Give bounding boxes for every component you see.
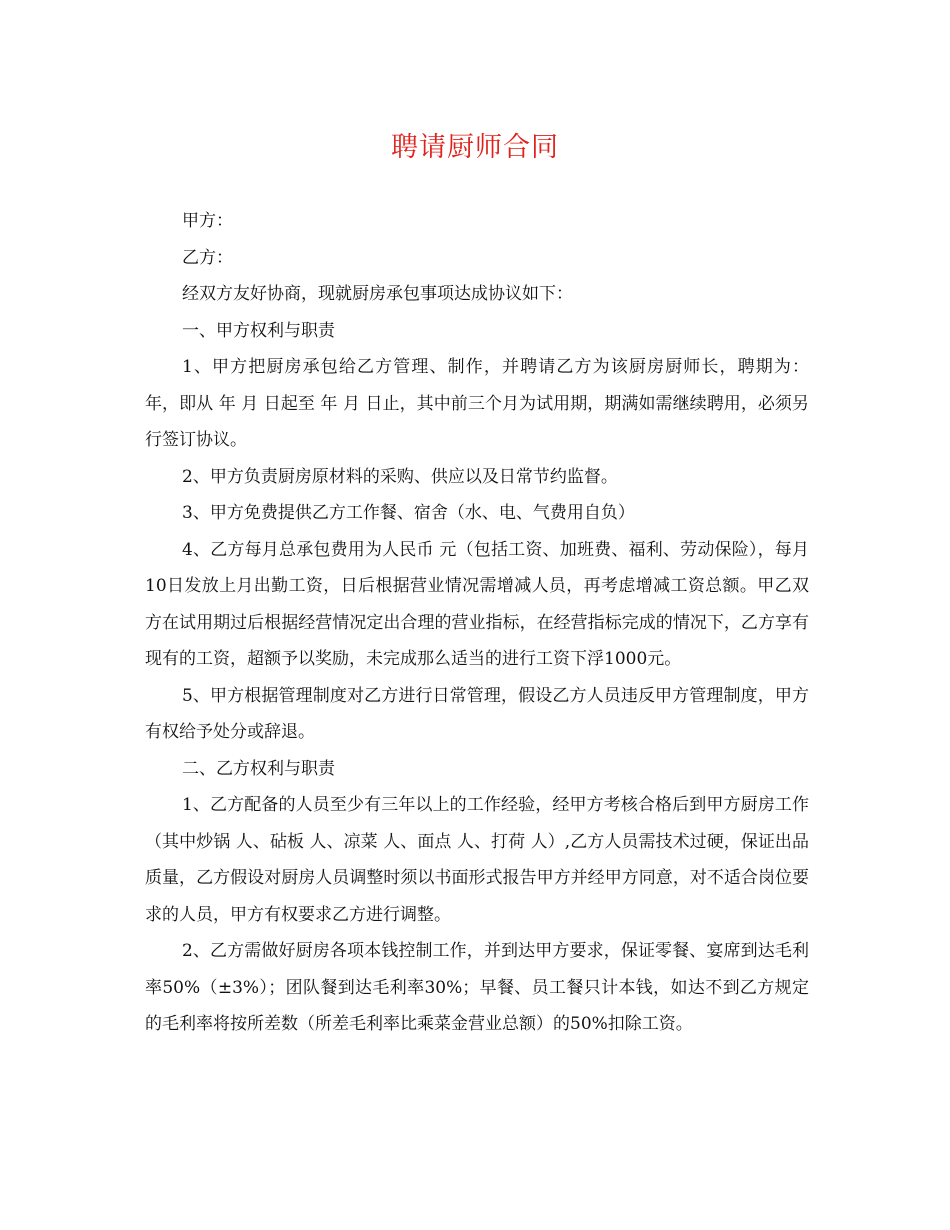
- clause-a4: 4、乙方每月总承包费用为人民币 元（包括工资、加班费、福利、劳动保险），每月10日发放上月出勤工资，日后根据营业情况需增减人员，再考虑增减工资总额。甲乙双方在试用期过后根据经营情况定出合理的营业指标，在经营指标完成的情况下，乙方享有现有的工资，超额予以奖励，未完成那么适当的进行工资下浮1000元。: [145, 539, 809, 669]
- clause-a2: 2、甲方负责厨房原材料的采购、供应以及日常节约监督。: [182, 466, 618, 487]
- clause-a5: 5、甲方根据管理制度对乙方进行日常管理，假设乙方人员违反甲方管理制度，甲方有权给予处分或辞退。: [145, 685, 809, 742]
- clause-a3: 3、甲方免费提供乙方工作餐、宿舍（水、电、气费用自负）: [182, 503, 635, 523]
- clause-b1: 1、乙方配备的人员至少有三年以上的工作经验，经甲方考核合格后到甲方厨房工作（其中炒锅 人、砧板 人、凉菜 人、面点 人、打荷 人）,乙方人员需技术过硬，保证出品质量，乙方假设对厨房人员调整时须以书面形式报告甲方并经甲方同意，对不适合岗位要求的人员，甲方有权要求乙方进行调整。: [145, 795, 809, 925]
- section-heading-party-a: 一、甲方权利与职责: [182, 320, 335, 341]
- party-a-line: 甲方：: [182, 211, 233, 231]
- document-title: 聘请厨师合同: [391, 132, 559, 163]
- document-body: [145, 203, 809, 1043]
- clause-a1: 1、甲方把厨房承包给乙方管理、制作，并聘请乙方为该厨房厨师长，聘期为： 年，即从 年 月 日起至 年 月 日止，其中前三个月为试用期，期满如需继续聘用，必须另行签订协议。: [145, 357, 809, 450]
- section-heading-party-b: 二、乙方权利与职责: [182, 758, 335, 779]
- agreement-intro: 经双方友好协商，现就厨房承包事项达成协议如下：: [182, 284, 573, 304]
- clause-b2: 2、乙方需做好厨房各项本钱控制工作，并到达甲方要求，保证零餐、宴席到达毛利率50%（±3%）；团队餐到达毛利率30%；早餐、员工餐只计本钱，如达不到乙方规定的毛利率将按所差数（所差毛利率比乘菜金营业总额）的50%扣除工资。: [145, 941, 809, 1034]
- party-b-line: 乙方：: [182, 247, 233, 268]
